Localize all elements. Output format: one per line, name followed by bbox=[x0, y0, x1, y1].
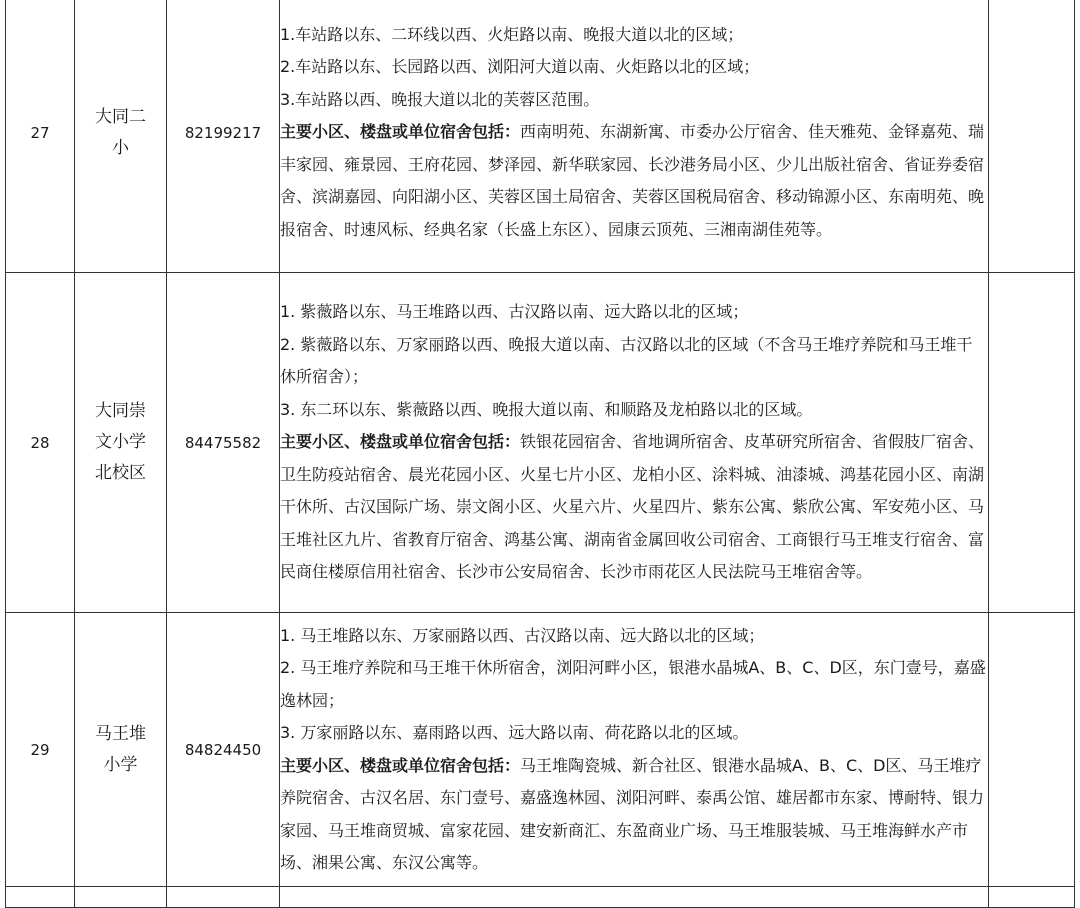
main-communities-label: 主要小区、楼盘或单位宿舍包括： bbox=[280, 755, 521, 775]
table-row bbox=[6, 273, 1075, 613]
scope-line: 2. 紫薇路以东、万家丽路以西、晚报大道以南、古汉路以北的区域（不含马王堆疗养院和马王堆干休所宿舍）； bbox=[280, 334, 973, 387]
scope-line: 2.车站路以东、长园路以西、浏阳河大道以南、火炬路以北的区域； bbox=[280, 57, 760, 77]
school-name: 大同崇文小学北校区 bbox=[95, 401, 146, 483]
scope-line: 3. 东二环以东、紫薇路以西、晚报大道以南、和顺路及龙柏路以北的区域。 bbox=[280, 399, 813, 419]
main-communities bbox=[280, 116, 988, 246]
remark-cell bbox=[989, 0, 1075, 273]
district-scope-cell bbox=[280, 273, 989, 613]
school-name-cell bbox=[75, 613, 167, 887]
school-name: 马王堆小学 bbox=[95, 723, 146, 775]
phone-number: 84824450 bbox=[167, 613, 280, 887]
main-communities-text: 马王堆陶瓷城、新合社区、银港水晶城A、B、C、D区、马王堆疗养院宿舍、古汉名居、东门壹号、嘉盛逸林园、浏阳河畔、泰禹公馆、雄居都市东家、博耐特、银力家园、马王堆商贸城、富家花园、建安新商汇、东盈商业广场、马王堆服装城、马王堆海鲜水产市场、湘果公寓、东汉公寓等。 bbox=[280, 755, 985, 872]
row-number: 29 bbox=[6, 613, 75, 887]
district-scope-cell-empty bbox=[280, 887, 989, 908]
phone-number: 84475582 bbox=[167, 273, 280, 613]
phone-number-empty bbox=[167, 887, 280, 908]
scope-line: 1.车站路以东、二环线以西、火炬路以南、晚报大道以北的区域； bbox=[280, 24, 744, 44]
school-name-cell-empty bbox=[75, 887, 167, 908]
district-scope-cell bbox=[280, 0, 989, 273]
school-name-cell bbox=[75, 0, 167, 273]
school-name-cell bbox=[75, 273, 167, 613]
remark-cell bbox=[989, 887, 1075, 908]
main-communities-label: 主要小区、楼盘或单位宿舍包括： bbox=[280, 122, 521, 142]
school-district-table bbox=[5, 0, 1075, 908]
main-communities bbox=[280, 750, 988, 880]
scope-line: 1. 紫薇路以东、马王堆路以西、古汉路以南、远大路以北的区域； bbox=[280, 302, 749, 322]
row-number-empty bbox=[6, 887, 75, 908]
scope-line: 2. 马王堆疗养院和马王堆干休所宿舍，浏阳河畔小区，银港水晶城A、B、C、D区，东门壹号，嘉盛逸林园； bbox=[280, 658, 986, 710]
scope-line: 1. 马王堆路以东、万家丽路以西、古汉路以南、远大路以北的区域； bbox=[280, 625, 765, 645]
district-scope-cell bbox=[280, 613, 989, 887]
main-communities-text: 西南明苑、东湖新寓、市委办公厅宿舍、佳天雅苑、金铎嘉苑、瑞丰家园、雍景园、王府花园、梦泽园、新华联家园、长沙港务局小区、少儿出版社宿舍、省证券委宿舍、滨湖嘉园、向阳湖小区、芙蓉区国土局宿舍、芙蓉区国税局宿舍、移动锦源小区、东南明苑、晚报宿舍、时速风标、经典名家（长盛上东区）、园康云顶苑、三湘南湖佳苑等。 bbox=[280, 122, 985, 239]
school-name: 大同二小 bbox=[95, 106, 146, 158]
row-number: 27 bbox=[6, 0, 75, 273]
main-communities-label: 主要小区、楼盘或单位宿舍包括： bbox=[280, 432, 521, 452]
main-communities bbox=[280, 426, 988, 589]
main-communities-text: 铁银花园宿舍、省地调所宿舍、皮革研究所宿舍、省假肢厂宿舍、卫生防疫站宿舍、晨光花园小区、火星七片小区、龙柏小区、涂料城、油漆城、鸿基花园小区、南湖干休所、古汉国际广场、崇文阁小区、火星六片、火星四片、紫东公寓、紫欣公寓、军安苑小区、马王堆社区九片、省教育厅宿舍、鸿基公寓、湖南省金属回收公司宿舍、工商银行马王堆支行宿舍、富民商住楼原信用社宿舍、长沙市公安局宿舍、长沙市雨花区人民法院马王堆宿舍等。 bbox=[280, 432, 985, 582]
scope-line: 3. 万家丽路以东、嘉雨路以西、远大路以南、荷花路以北的区域。 bbox=[280, 723, 749, 742]
table-row bbox=[6, 887, 1075, 908]
phone-number: 82199217 bbox=[167, 0, 280, 273]
scope-line: 3.车站路以西、晚报大道以北的芙蓉区范围。 bbox=[280, 89, 600, 109]
table-row bbox=[6, 0, 1075, 273]
remark-cell bbox=[989, 273, 1075, 613]
table-row bbox=[6, 613, 1075, 887]
row-number: 28 bbox=[6, 273, 75, 613]
remark-cell bbox=[989, 613, 1075, 887]
